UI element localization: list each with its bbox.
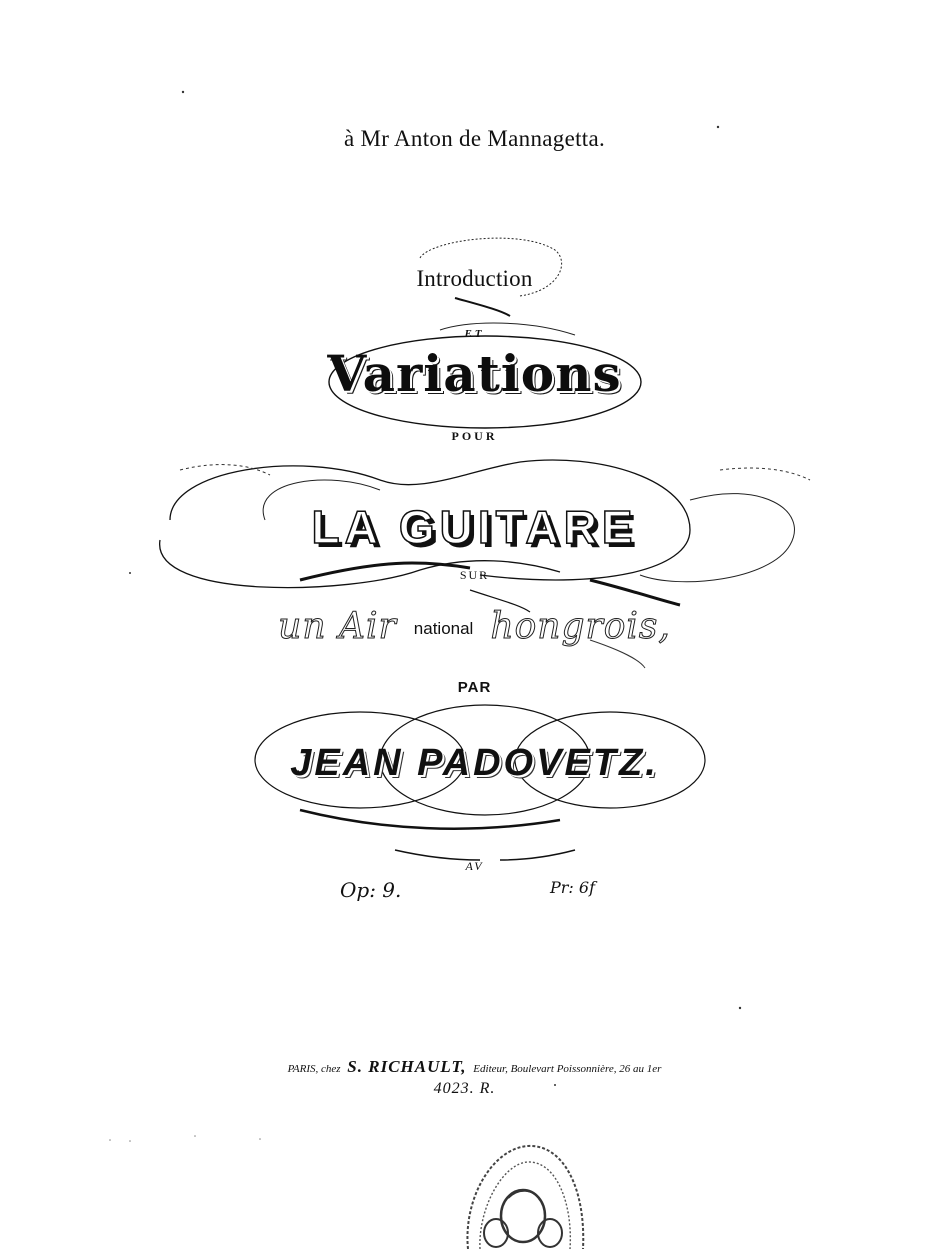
instrument-title: LA GUITARE: [311, 501, 638, 553]
air-hongrois: hongrois,: [490, 606, 671, 647]
word-pour: POUR: [451, 429, 498, 443]
air-national: national: [413, 619, 474, 638]
plate-number: 4023. R.: [433, 1080, 496, 1097]
introduction-heading: Introduction: [416, 266, 533, 291]
word-sur: SUR: [459, 568, 490, 582]
dedication: à Mr Anton de Mannagetta.: [343, 126, 606, 151]
air-un: un Air: [278, 606, 397, 647]
word-par: PAR: [457, 679, 492, 696]
opus-number: Op: 9.: [340, 878, 402, 902]
conjunction-et: ET: [464, 328, 485, 340]
imprint-city: PARIS, chez: [287, 1063, 341, 1075]
imprint-address: Editeur, Boulevart Poissonnière, 26 au 1er: [473, 1063, 662, 1075]
library-stamp-icon: [458, 1138, 588, 1249]
word-av: AV: [465, 859, 484, 873]
main-title: Variations: [327, 344, 622, 403]
price: Pr: 6f: [550, 878, 595, 897]
imprint-publisher: S. RICHAULT,: [347, 1057, 467, 1076]
subject-line: [0, 606, 949, 647]
publisher-imprint: [0, 1057, 949, 1077]
composer-name: JEAN PADOVETZ.: [290, 742, 659, 784]
